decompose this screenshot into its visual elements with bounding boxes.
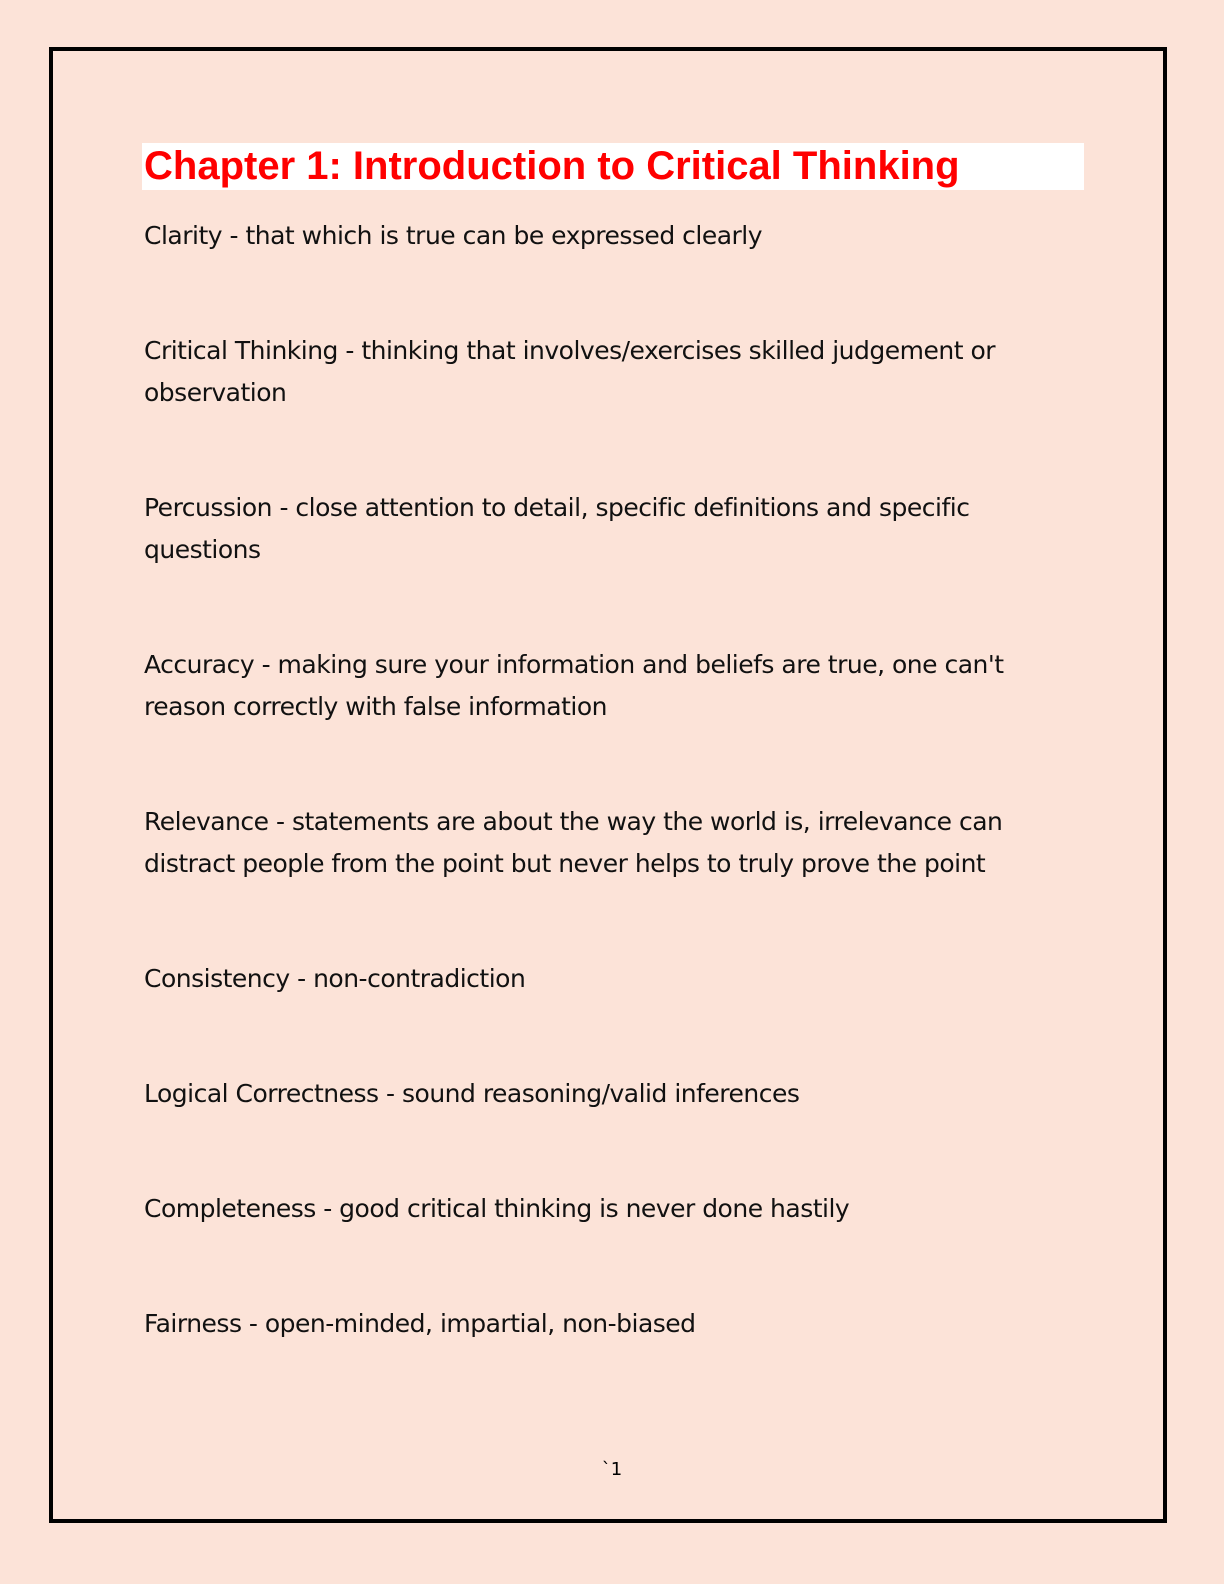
definition-logical-correctness: Logical Correctness - sound reasoning/valid inferences (144, 1079, 800, 1108)
definition-clarity: Clarity - that which is true can be expressed clearly (144, 221, 763, 250)
definition-consistency: Consistency - non-contradiction (144, 964, 526, 993)
definition-accuracy: Accuracy - making sure your information and beliefs are true, one can't reason correctly with false information (144, 650, 1004, 721)
definition-percussion: Percussion - close attention to detail, specific definitions and specific questions (144, 493, 970, 564)
page-border (49, 47, 1167, 1523)
definition-relevance: Relevance - statements are about the way the world is, irrelevance can distract people from the point but never helps to truly prove the point (144, 807, 1003, 878)
chapter-title: Chapter 1: Introduction to Critical Thinking (144, 144, 960, 188)
definition-fairness: Fairness - open-minded, impartial, non-biased (144, 1309, 696, 1338)
definition-completeness: Completeness - good critical thinking is never done hastily (144, 1194, 850, 1223)
page-number: `1 (601, 1459, 623, 1480)
definition-critical-thinking: Critical Thinking - thinking that involves/exercises skilled judgement or observation (144, 336, 996, 407)
